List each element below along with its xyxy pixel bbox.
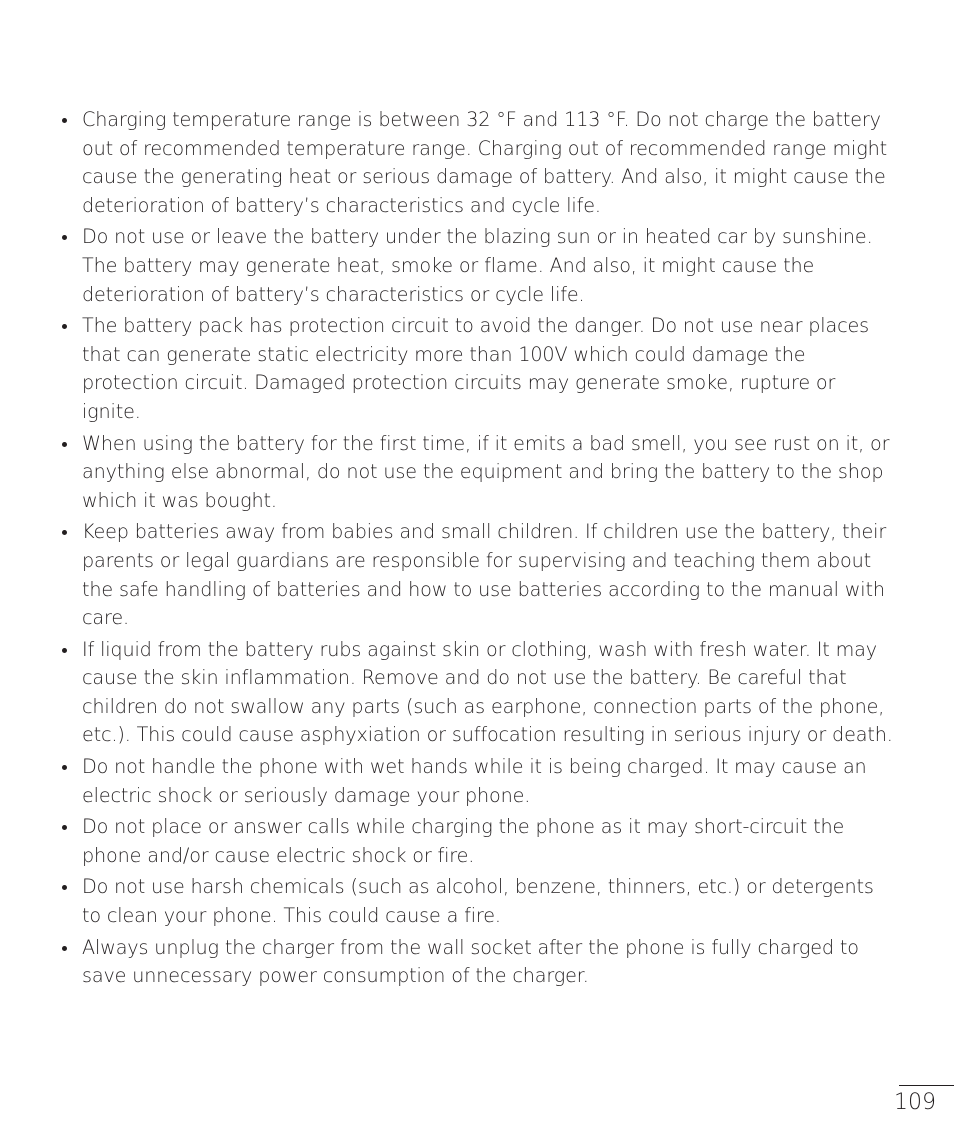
bullet-text: Always unplug the charger from the wall socket after the phone is fully charged to save unnecessary power consumption of the charger.	[82, 935, 859, 988]
bullet-text: When using the battery for the first time, if it emits a bad smell, you see rust on it, or anything else abnormal, do not use the equipment and bring the battery to the shop which it was bought.	[82, 431, 890, 512]
bullet-dot-icon	[62, 825, 67, 830]
bullet-text: Charging temperature range is between 32 °F and 113 °F. Do not charge the battery out of recommended temperature range. Charging out of recommended range might cause the generating heat or serious damage of battery. And also, it might cause the deterioration of battery’s characteristics and cycle life.	[82, 108, 887, 217]
bullet-text: Do not use harsh chemicals (such as alcohol, benzene, thinners, etc.) or detergents to clean your phone. This could cause a fire.	[82, 875, 874, 928]
list-item	[62, 430, 898, 516]
bullet-dot-icon	[62, 530, 67, 535]
list-item	[62, 934, 898, 991]
list-item	[62, 636, 898, 750]
list-item	[62, 813, 898, 870]
list-item	[62, 312, 898, 426]
bullet-text: Do not handle the phone with wet hands while it is being charged. It may cause an electric shock or seriously damage your phone.	[82, 755, 867, 807]
page-number: 109	[894, 1090, 936, 1115]
bullet-dot-icon	[62, 324, 67, 329]
list-item	[62, 518, 898, 632]
bullet-dot-icon	[62, 946, 67, 951]
list-item	[62, 106, 898, 220]
bullet-text: Do not place or answer calls while charging the phone as it may short-circuit the phone and/or cause electric shock or fire.	[82, 815, 845, 867]
bullet-text: Do not use or leave the battery under the blazing sun or in heated car by sunshine. The battery may generate heat, smoke or flame. And also, it might cause the deterioration of battery’s characteristics or cycle life.	[82, 225, 873, 306]
bullet-text: If liquid from the battery rubs against skin or clothing, wash with fresh water. It may cause the skin inflammation. Remove and do not use the battery. Be careful that children do not swallow any parts (such as earphone, connection parts of the phone, etc.). This could cause asphyxiation or suffocation resulting in serious injury or death.	[82, 637, 893, 747]
bullet-text: Keep batteries away from babies and small children. If children use the battery, their parents or legal guardians are responsible for supervising and teaching them about the safe handling of batteries and how to use batteries according to the manual with care.	[82, 520, 887, 630]
bullet-text: The battery pack has protection circuit to avoid the danger. Do not use near places that can generate static electricity more than 100V which could damage the protection circuit. Damaged protection circuits may generate smoke, rupture or ignite.	[82, 314, 869, 423]
list-item	[62, 223, 898, 309]
bullet-dot-icon	[62, 118, 67, 123]
list-item	[62, 873, 898, 930]
page-content	[62, 106, 898, 994]
safety-bullet-list	[62, 106, 898, 991]
page-number-rule	[899, 1085, 954, 1086]
bullet-dot-icon	[62, 885, 67, 890]
bullet-dot-icon	[62, 765, 67, 770]
bullet-dot-icon	[62, 442, 67, 447]
bullet-dot-icon	[62, 235, 67, 240]
list-item	[62, 753, 898, 810]
bullet-dot-icon	[62, 648, 67, 653]
